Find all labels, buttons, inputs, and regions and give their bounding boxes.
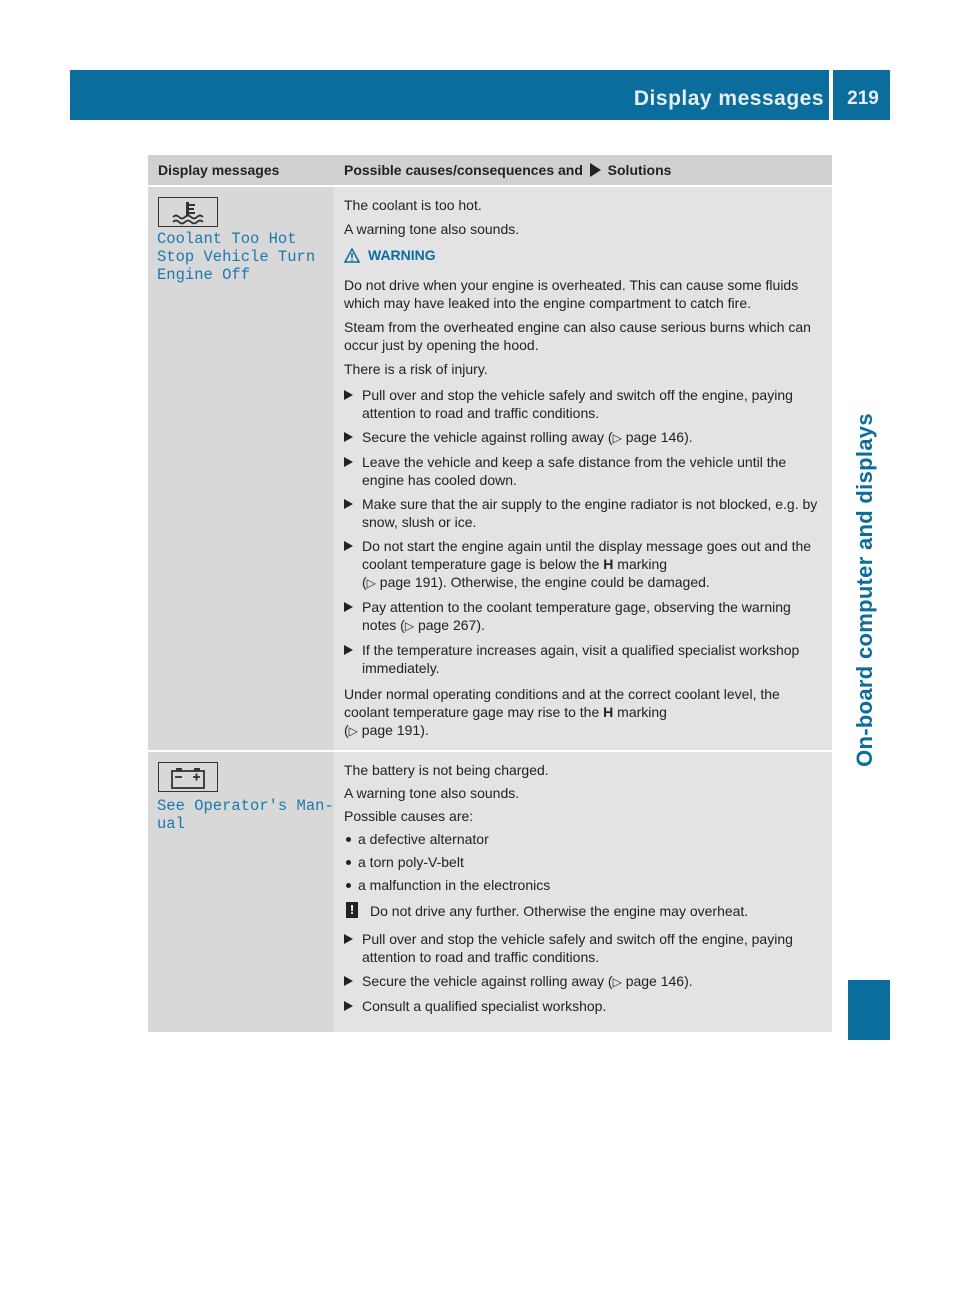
display-message-cell xyxy=(148,187,334,750)
page-reference-icon: ▷ xyxy=(348,724,358,738)
page-number: 219 xyxy=(847,88,879,109)
step-arrow-icon xyxy=(344,499,353,509)
warning-text: Steam from the overheated engine can also cause serious burns which can occur just by opening the hood. xyxy=(344,319,811,353)
note-text-a: Under normal operating conditions and at the correct coolant level, the coolant temperature gage may rise to the xyxy=(344,686,780,720)
instruction-step xyxy=(344,495,822,531)
step-arrow-icon xyxy=(344,541,353,551)
page-reference-link[interactable]: page 146). xyxy=(625,973,693,989)
instruction-step xyxy=(344,997,822,1015)
step-text: Pull over and stop the vehicle safely and switch off the engine, paying attention to road and traffic conditions. xyxy=(362,387,793,421)
side-tab-block xyxy=(848,980,890,1040)
solutions-cell xyxy=(344,196,822,746)
notice xyxy=(344,902,822,920)
warning-heading xyxy=(344,246,822,264)
list-item-text: a torn poly-V-belt xyxy=(358,854,464,870)
step-arrow-icon xyxy=(344,390,353,400)
instruction-step xyxy=(344,930,822,966)
step-text: Pay attention to the coolant temperature gage, observing the warning notes ( xyxy=(362,599,791,633)
step-arrow-icon xyxy=(344,1001,353,1011)
instruction-step xyxy=(344,453,822,489)
triangle-arrow-icon xyxy=(590,163,601,177)
instruction-step xyxy=(344,428,822,447)
step-text: Pull over and stop the vehicle safely and switch off the engine, paying attention to road and traffic conditions. xyxy=(362,931,793,965)
page-reference-link[interactable]: page 191). xyxy=(361,722,429,738)
col-header-solutions-b: Solutions xyxy=(607,162,672,178)
cause-text: Possible causes are: xyxy=(344,808,474,824)
step-arrow-icon xyxy=(344,432,353,442)
table-row xyxy=(148,187,832,750)
col-header-solutions-a: Possible causes/consequences and xyxy=(344,162,583,178)
list-item-text: a malfunction in the electronics xyxy=(358,877,551,893)
display-message-text xyxy=(157,797,334,833)
step-arrow-icon xyxy=(344,976,353,986)
header-divider xyxy=(829,70,833,120)
table-header xyxy=(148,155,832,185)
cause-text: A warning tone also sounds. xyxy=(344,221,520,237)
side-tab-label: On-board computer and displays xyxy=(852,413,877,767)
display-line: Engine Off xyxy=(157,266,251,284)
col-header-display-messages: Display messages xyxy=(158,162,280,178)
display-line: ual xyxy=(157,815,185,833)
battery-icon xyxy=(158,762,218,792)
step-arrow-icon xyxy=(344,934,353,944)
step-text: Secure the vehicle against rolling away ( xyxy=(362,429,613,445)
display-line: See Operator's Man‐ xyxy=(157,797,334,815)
instruction-step: Do not start the engine again until the display message goes out and the coolant temperature gage is below the H marking (▷ page 191). Otherwise, the engine could be damaged. xyxy=(344,537,822,592)
col-header-solutions xyxy=(344,162,671,178)
step-text: marking xyxy=(617,556,668,572)
step-arrow-icon xyxy=(344,645,353,655)
gage-marking-label: H xyxy=(603,556,614,572)
bullet-icon xyxy=(346,837,351,842)
instruction-step xyxy=(344,386,822,422)
solutions-cell xyxy=(344,761,822,1021)
page-reference-icon: ▷ xyxy=(366,576,376,590)
display-line: Stop Vehicle Turn xyxy=(157,248,316,266)
step-text: Secure the vehicle against rolling away ( xyxy=(362,973,613,989)
cause-text: The coolant is too hot. xyxy=(344,197,482,213)
warning-triangle-icon xyxy=(344,248,360,263)
bullet-icon xyxy=(346,883,351,888)
page-reference-icon: ▷ xyxy=(612,975,622,989)
page-reference-link[interactable]: page 191). Otherwise, the engine could be damaged. xyxy=(379,574,710,590)
coolant-temperature-icon xyxy=(158,197,218,227)
step-text: If the temperature increases again, visit a qualified specialist workshop immediately. xyxy=(362,642,800,676)
step-text: Leave the vehicle and keep a safe distance from the vehicle until the engine has cooled down. xyxy=(362,454,787,488)
list-item xyxy=(344,830,822,848)
exclamation-icon: ! xyxy=(346,902,358,918)
table-row xyxy=(148,752,832,1032)
display-message-text xyxy=(157,230,315,284)
notice-text: Do not drive any further. Otherwise the engine may overheat. xyxy=(370,903,749,919)
instruction-step xyxy=(344,641,822,677)
list-item-text: a defective alternator xyxy=(358,831,489,847)
step-text: Make sure that the air supply to the engine radiator is not blocked, e.g. by snow, slush or ice. xyxy=(362,496,818,530)
instruction-step xyxy=(344,972,822,991)
list-item xyxy=(344,876,822,894)
side-tab xyxy=(846,413,890,767)
page-reference-link[interactable]: page 146). xyxy=(625,429,693,445)
note-text-b: marking xyxy=(617,704,667,720)
page-section-title: Display messages xyxy=(633,87,824,110)
step-text: Do not start the engine again until the display message goes out and the coolant temperature gage is below the xyxy=(362,538,812,572)
list-item xyxy=(344,853,822,871)
instruction-step xyxy=(344,598,822,635)
cause-text: A warning tone also sounds. xyxy=(344,785,520,801)
display-message-cell xyxy=(148,752,334,1032)
bullet-icon xyxy=(346,860,351,865)
warning-text: There is a risk of injury. xyxy=(344,361,488,377)
page-reference-icon: ▷ xyxy=(612,431,622,445)
warning-text: Do not drive when your engine is overheated. This can cause some fluids which may have leaked into the engine compartment to catch fire. xyxy=(344,277,799,311)
warning-label: WARNING xyxy=(368,247,436,263)
note-text: Under normal operating conditions and at the correct coolant level, the coolant temperature gage may rise to the H marking (▷ page 191). xyxy=(344,686,780,738)
gage-marking-label: H xyxy=(603,704,614,720)
page-reference-icon: ▷ xyxy=(404,619,415,633)
cause-text: The battery is not being charged. xyxy=(344,762,549,778)
step-text: Consult a qualified specialist workshop. xyxy=(362,998,607,1014)
step-arrow-icon xyxy=(344,602,353,612)
page-reference-link[interactable]: page 267). xyxy=(417,617,485,633)
display-line: Coolant Too Hot xyxy=(157,230,297,248)
step-arrow-icon xyxy=(344,457,353,467)
